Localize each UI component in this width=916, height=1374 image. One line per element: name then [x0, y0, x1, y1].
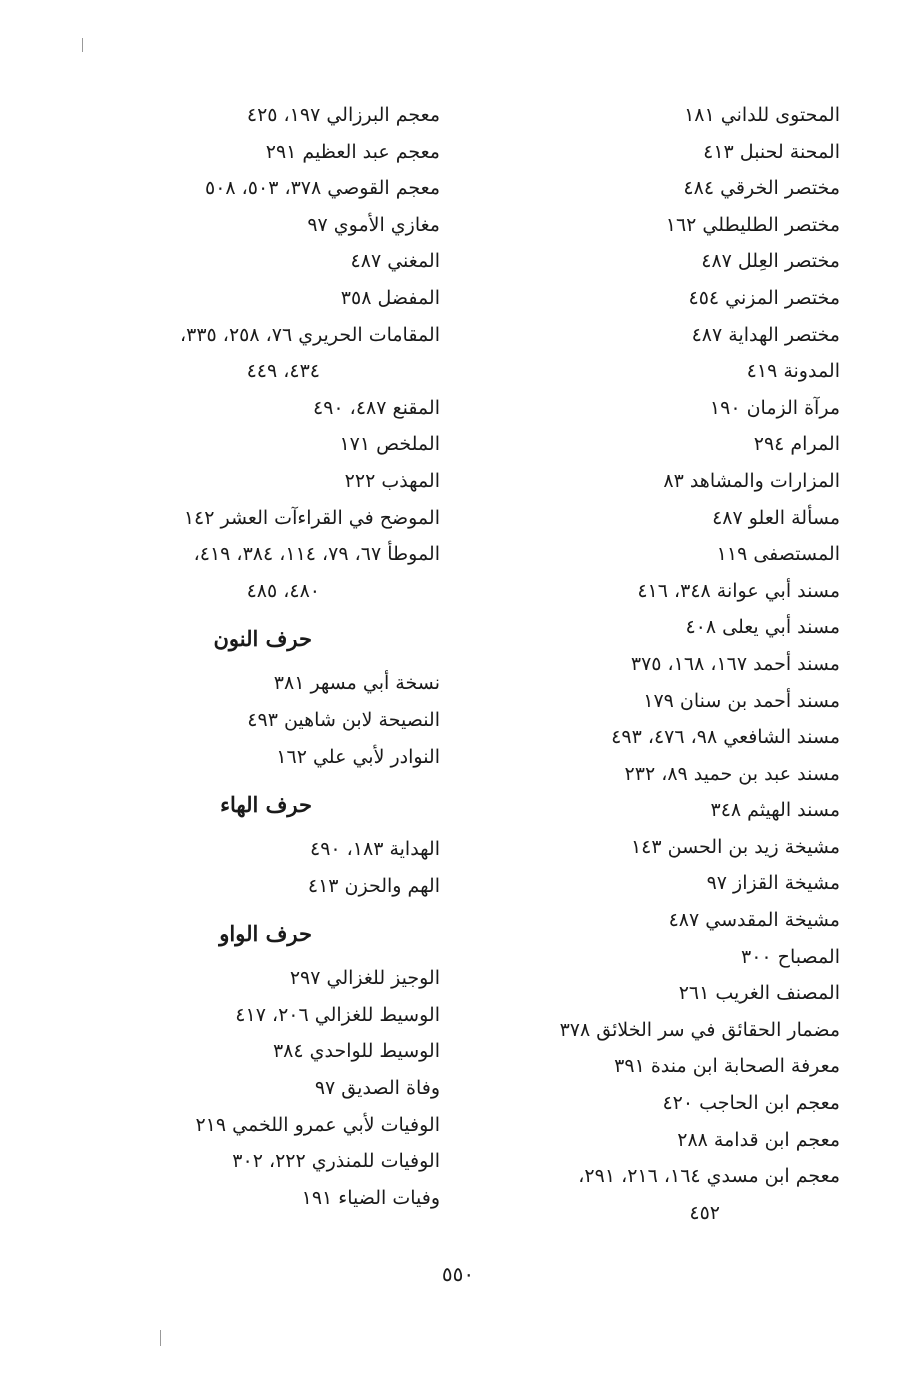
index-entry: المقنع ٤٨٧، ٤٩٠ [313, 396, 440, 419]
index-entry: المغني ٤٨٧ [350, 250, 440, 273]
index-entry: مختصر العِلل ٤٨٧ [701, 250, 840, 273]
index-entry: الهم والحزن ٤١٣ [307, 874, 440, 897]
index-entry: مسند أحمد بن سنان ١٧٩ [643, 689, 840, 712]
index-entry: معجم البرزالي ١٩٧، ٤٢٥ [246, 104, 440, 126]
index-entry: المدونة ٤١٩ [746, 360, 840, 383]
index-entry: المهذب ٢٢٢ [344, 469, 440, 492]
index-entry-continuation: ٤٥٢ [689, 1201, 720, 1224]
index-entry: مشيخة القزاز ٩٧ [706, 872, 840, 895]
index-entry-continuation: ٤٣٤، ٤٤٩ [246, 360, 320, 383]
index-entry: مشيخة زيد بن الحسن ١٤٣ [630, 835, 840, 858]
index-entry: مغازي الأموي ٩٧ [307, 213, 440, 236]
index-entry: المصباح ٣٠٠ [741, 945, 840, 968]
index-entry: مختصر الهداية ٤٨٧ [691, 323, 840, 346]
index-entry: النوادر لأبي علي ١٦٢ [276, 745, 440, 768]
index-column-left [70, 97, 440, 1216]
section-heading-nun: حرف النون [213, 626, 312, 652]
index-entry: مسند الهيثم ٣٤٨ [710, 799, 840, 822]
index-entry: مختصر الطليطلي ١٦٢ [665, 213, 840, 236]
index-entry: وفيات الضياء ١٩١ [301, 1186, 440, 1209]
index-entry: مسند عبد بن حميد ٨٩، ٢٣٢ [624, 762, 840, 785]
page-number: ٥٥٠ [441, 1262, 475, 1286]
index-entry-continuation: ٤٨٠، ٤٨٥ [246, 579, 320, 602]
index-entry: الملخص ١٧١ [339, 433, 440, 456]
index-entry: معجم القوصي ٣٧٨، ٥٠٣، ٥٠٨ [204, 177, 440, 200]
index-entry: مختصر المزني ٤٥٤ [688, 286, 840, 309]
index-entry: مختصر الخرقي ٤٨٤ [683, 177, 840, 200]
index-entry: الوفيات للمنذري ٢٢٢، ٣٠٢ [232, 1150, 440, 1173]
index-entry: الموطأ ٦٧، ٧٩، ١١٤، ٣٨٤، ٤١٩، [193, 543, 440, 566]
index-entry: الموضح في القراءآت العشر ١٤٢ [183, 506, 440, 529]
index-entry: مشيخة المقدسي ٤٨٧ [668, 909, 840, 932]
index-entry: نسخة أبي مسهر ٣٨١ [273, 672, 440, 695]
index-entry: الهداية ١٨٣، ٤٩٠ [309, 838, 440, 861]
index-entry: الوسيط للواحدي ٣٨٤ [272, 1040, 440, 1063]
section-heading-waw: حرف الواو [219, 921, 312, 947]
index-entry: معجم ابن الحاجب ٤٢٠ [662, 1092, 840, 1115]
index-entry: معجم ابن مسدي ١٦٤، ٢١٦، ٢٩١، [578, 1165, 840, 1188]
index-entry: مسند أبي عوانة ٣٤٨، ٤١٦ [637, 579, 840, 602]
index-entry: المستصفى ١١٩ [716, 543, 840, 566]
section-heading-ha: حرف الهاء [220, 792, 312, 818]
index-entry: النصيحة لابن شاهين ٤٩٣ [247, 708, 440, 731]
index-entry: المرام ٢٩٤ [753, 433, 840, 456]
index-entry: مسند أبي يعلى ٤٠٨ [685, 616, 840, 639]
index-entry: وفاة الصديق ٩٧ [314, 1077, 440, 1100]
scan-mark-bottom [160, 1330, 161, 1346]
index-entry: مسند الشافعي ٩٨، ٤٧٦، ٤٩٣ [611, 726, 840, 749]
index-entry: مرآة الزمان ١٩٠ [709, 396, 840, 419]
index-entry: الوفيات لأبي عمرو اللخمي ٢١٩ [195, 1113, 440, 1136]
index-entry: مسألة العلو ٤٨٧ [712, 506, 840, 529]
index-entry: المحتوى للداني ١٨١ [684, 104, 840, 126]
index-entry: مضمار الحقائق في سر الخلائق ٣٧٨ [559, 1018, 840, 1041]
index-entry: معرفة الصحابة ابن مندة ٣٩١ [614, 1055, 840, 1078]
index-entry: المصنف الغريب ٢٦١ [678, 982, 840, 1005]
index-entry: المزارات والمشاهد ٨٣ [663, 469, 840, 492]
index-entry: الوجيز للغزالي ٢٩٧ [289, 967, 440, 990]
index-entry: المحنة لحنبل ٤١٣ [703, 140, 840, 163]
index-column-right [490, 97, 840, 1231]
index-entry: المفضل ٣٥٨ [340, 286, 440, 309]
index-entry: معجم ابن قدامة ٢٨٨ [677, 1128, 840, 1151]
index-entry: المقامات الحريري ٧٦، ٢٥٨، ٣٣٥، [180, 323, 440, 346]
index-entry: مسند أحمد ١٦٧، ١٦٨، ٣٧٥ [630, 652, 840, 675]
scan-mark-top [82, 38, 83, 52]
index-entry: الوسيط للغزالي ٢٠٦، ٤١٧ [235, 1003, 440, 1026]
index-entry: معجم عبد العظيم ٢٩١ [265, 140, 440, 163]
